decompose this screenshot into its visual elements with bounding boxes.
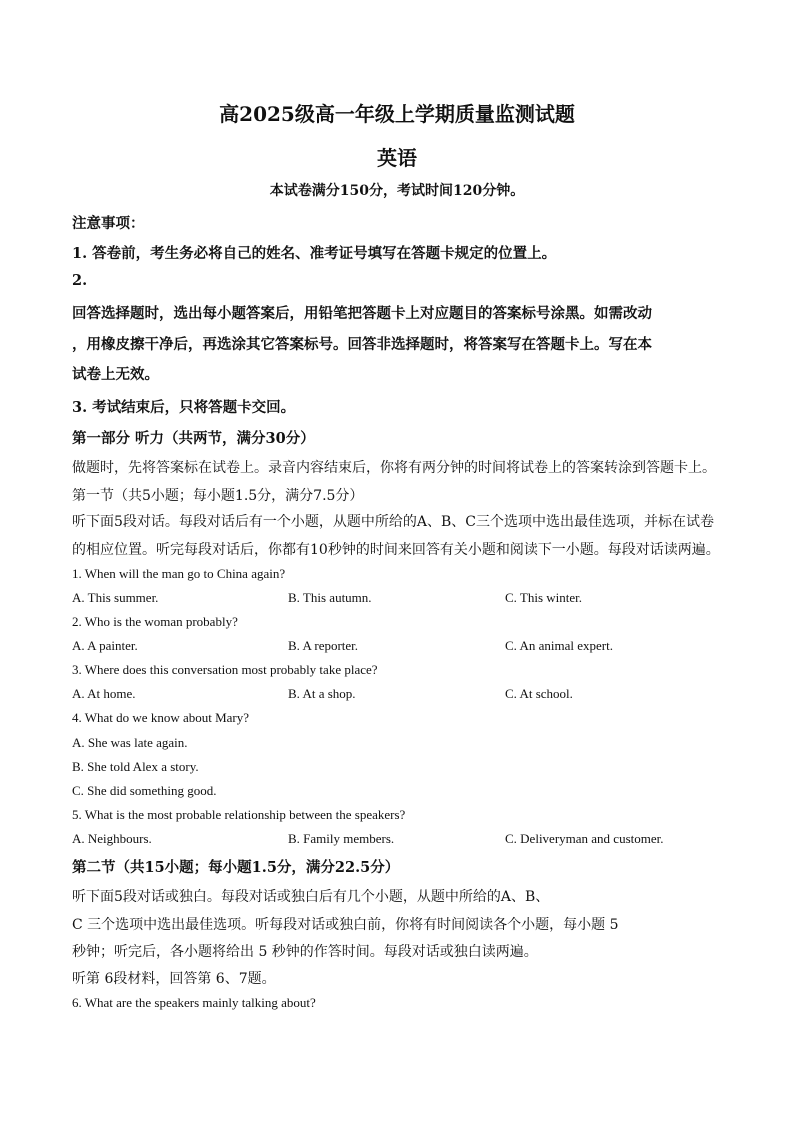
part1-heading: 第一部分 听力（共两节，满分30分） xyxy=(72,430,315,447)
q1-option-b: B. This autumn. xyxy=(288,590,372,605)
q4-option-a: A. She was late again. xyxy=(72,735,188,750)
q5-option-c: C. Deliveryman and customer. xyxy=(505,831,664,846)
note-2-line-3: 试卷上无效。 xyxy=(72,366,159,383)
q1-option-a: A. This summer. xyxy=(72,590,159,605)
q4-option-c: C. She did something good. xyxy=(72,783,217,798)
q2-option-a: A. A painter. xyxy=(72,638,138,653)
subject-title: 英语 xyxy=(377,146,417,170)
exam-info: 本试卷满分150分，考试时间120分钟。 xyxy=(269,183,525,199)
question-2: 2. Who is the woman probably? xyxy=(72,614,238,629)
section1-heading: 第一节（共5小题；每小题1.5分，满分7.5分） xyxy=(72,488,364,504)
note-3: 3. 考试结束后，只将答题卡交回。 xyxy=(72,399,296,416)
question-4: 4. What do we know about Mary? xyxy=(72,710,250,725)
section2-heading: 第二节（共15小题；每小题1.5分，满分22.5分） xyxy=(72,859,400,876)
q5-option-a: A. Neighbours. xyxy=(72,831,152,846)
question-1: 1. When will the man go to China again? xyxy=(72,566,286,581)
note-1: 1. 答卷前，考生务必将自己的姓名、准考证号填写在答题卡规定的位置上。 xyxy=(72,245,557,262)
part1-intro: 做题时，先将答案标在试卷上。录音内容结束后，你将有两分钟的时间将试卷上的答案转涂到答题卡上。 xyxy=(72,460,716,476)
note-2-line-1: 回答选择题时，选出每小题答案后，用铅笔把答题卡上对应题目的答案标号涂黑。如需改动 xyxy=(72,305,652,322)
section1-instructions-line-1: 听下面5段对话。每段对话后有一个小题，从题中所给的A、B、C三个选项中选出最佳选项，并标在试卷 xyxy=(72,514,715,530)
q4-option-b: B. She told Alex a story. xyxy=(72,759,199,774)
section1-instructions-line-2: 的相应位置。听完每段对话后，你都有10秒钟的时间来回答有关小题和阅读下一小题。每段对话读两遍。 xyxy=(72,542,720,558)
notes-heading: 注意事项： xyxy=(72,215,145,232)
q3-option-c: C. At school. xyxy=(505,686,573,701)
section2-instructions-line-3: 秒钟；听完后，各小题将给出 5 秒钟的作答时间。每段对话或独白读两遍。 xyxy=(72,944,538,960)
q1-option-c: C. This winter. xyxy=(505,590,583,605)
note-2-line-2: ，用橡皮擦干净后，再选涂其它答案标号。回答非选择题时，将答案写在答题卡上。写在本 xyxy=(72,336,652,353)
question-5: 5. What is the most probable relationship between the speakers? xyxy=(72,807,406,822)
q5-option-b: B. Family members. xyxy=(288,831,395,846)
section2-instructions-line-1: 听下面5段对话或独白。每段对话或独白后有几个小题，从题中所给的A、B、 xyxy=(72,889,550,905)
section2-instructions-line-2: C 三个选项中选出最佳选项。听每段对话或独白前，你将有时间阅读各个小题，每小题 5 xyxy=(72,917,619,933)
q2-option-c: C. An animal expert. xyxy=(505,638,613,653)
q3-option-b: B. At a shop. xyxy=(288,686,356,701)
question-3: 3. Where does this conversation most probably take place? xyxy=(72,662,378,677)
question-6: 6. What are the speakers mainly talking about? xyxy=(72,995,316,1010)
exam-title: 高2025级高一年级上学期质量监测试题 xyxy=(219,102,575,126)
q2-option-b: B. A reporter. xyxy=(288,638,359,653)
note-2-number: 2. xyxy=(72,272,88,289)
material-6-instruction: 听第 6段材料，回答第 6、7题。 xyxy=(72,971,276,987)
q3-option-a: A. At home. xyxy=(72,686,136,701)
